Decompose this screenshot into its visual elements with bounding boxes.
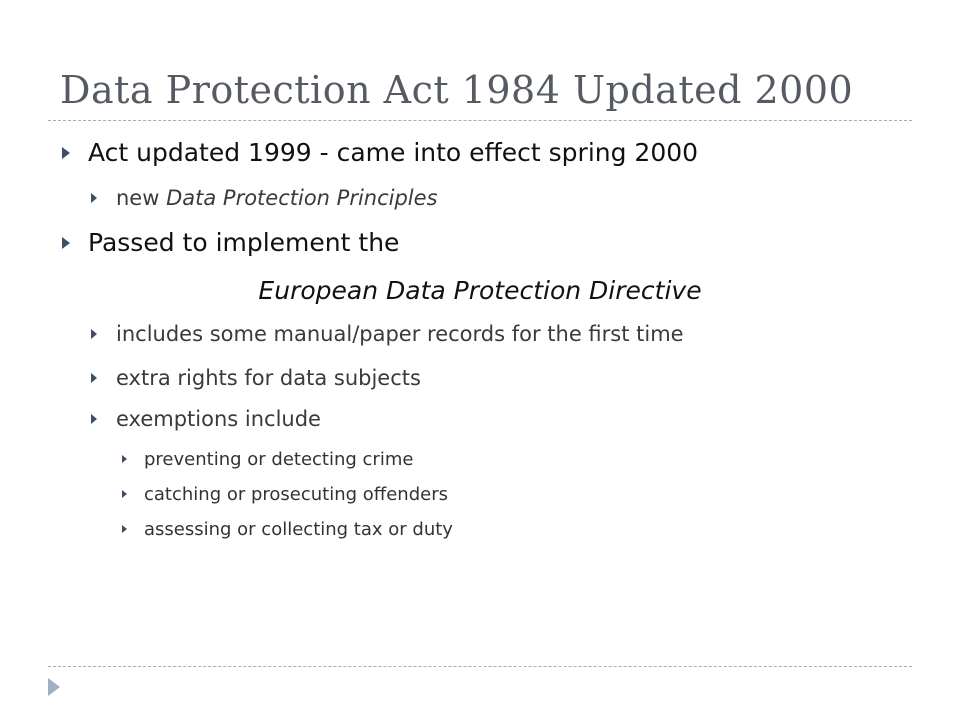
triangle-bullet-icon [91, 329, 97, 339]
bullet-text: Passed to implement the [88, 228, 400, 257]
bullet-text: catching or prosecuting offenders [144, 484, 448, 505]
triangle-bullet-icon [91, 373, 97, 383]
triangle-bullet-icon [62, 237, 70, 249]
bullet-text-prefix: new [116, 186, 167, 210]
bullet-text [116, 186, 438, 210]
bullet-text-italic: Data Protection Principles [166, 186, 438, 210]
bullet-text: includes some manual/paper records for the first time [116, 322, 684, 346]
triangle-bullet-icon [62, 147, 70, 159]
slide-title: Data Protection Act 1984 Updated 2000 [60, 68, 854, 112]
bullet-text: extra rights for data subjects [116, 366, 421, 390]
bullet-text: Act updated 1999 - came into effect spring 2000 [88, 138, 699, 167]
triangle-bullet-icon [91, 414, 97, 424]
bullet-text: preventing or detecting crime [144, 449, 414, 470]
bullet-text: assessing or collecting tax or duty [144, 519, 453, 540]
title-divider [48, 120, 912, 121]
triangle-corner-icon [48, 678, 60, 696]
footer-divider [48, 666, 912, 667]
triangle-bullet-icon [122, 455, 127, 463]
triangle-bullet-icon [91, 193, 97, 203]
triangle-bullet-icon [122, 490, 127, 498]
bullet-text: exemptions include [116, 407, 321, 431]
triangle-bullet-icon [122, 525, 127, 533]
directive-name: European Data Protection Directive [258, 276, 702, 305]
